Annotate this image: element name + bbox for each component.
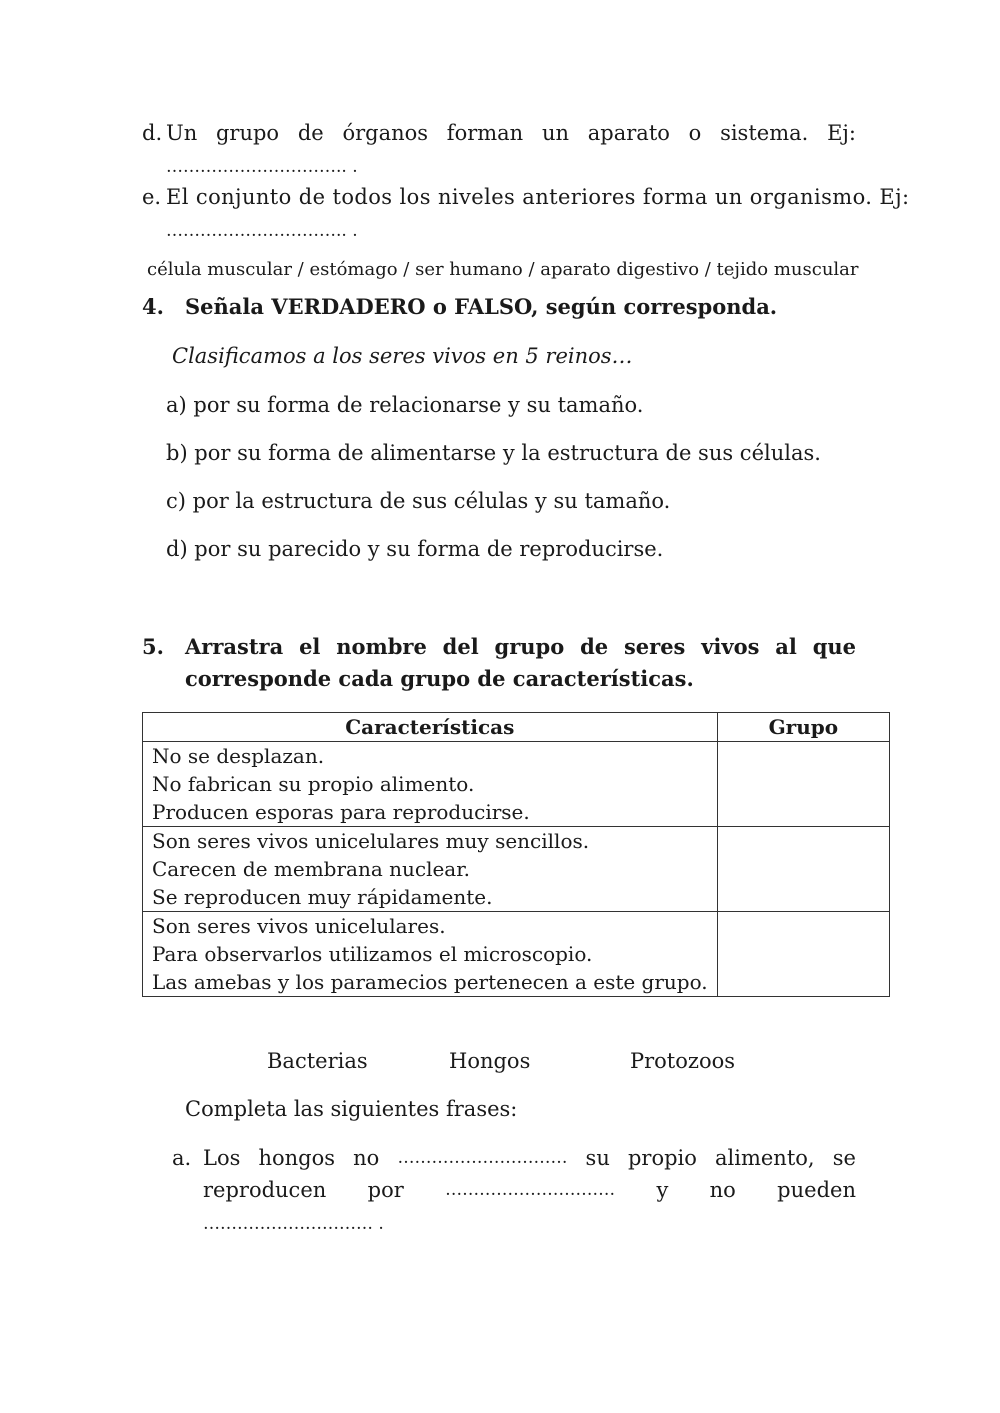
sentence-word: alimento,: [715, 1146, 815, 1170]
characteristics-table: [142, 712, 890, 997]
blank-field[interactable]: …………………………: [397, 1148, 568, 1168]
header-characteristics: Características: [143, 713, 718, 742]
option-b[interactable]: b) por su forma de alimentarse y la estructura de sus células.: [166, 441, 821, 465]
item-d-marker: d.: [142, 121, 163, 145]
item-d-word: de: [297, 121, 324, 145]
title-word: seres: [623, 634, 686, 659]
sentence-word: Los: [203, 1146, 241, 1170]
question-4-number: 4.: [142, 294, 164, 319]
word-bank: célula muscular / estómago / ser humano / aparato digestivo / tejido muscular: [147, 259, 859, 280]
table-row: [143, 827, 890, 912]
title-word: al: [775, 634, 797, 659]
item-d-word: forman: [446, 121, 524, 145]
item-e-text: El conjunto de todos los niveles anteriores forma un organismo. Ej:: [166, 185, 910, 209]
item-a-marker: a.: [172, 1146, 192, 1170]
item-d-text: [166, 119, 856, 147]
item-d-blank[interactable]: ………………………….. .: [166, 157, 358, 177]
sentence-word: no: [353, 1146, 380, 1170]
question-4-prompt: Clasificamos a los seres vivos en 5 reinos…: [172, 344, 633, 368]
question-5-number: 5.: [142, 634, 164, 659]
item-d-word: órganos: [342, 121, 429, 145]
characteristics-cell: [143, 912, 718, 997]
item-d-word: grupo: [215, 121, 280, 145]
sentence-word: propio: [627, 1146, 697, 1170]
sentence-word: reproducen: [203, 1178, 327, 1202]
sentence-word: no: [709, 1178, 736, 1202]
title-word: de: [580, 634, 609, 659]
draggable-word-protozoos[interactable]: Protozoos: [630, 1049, 736, 1073]
characteristic-line: Son seres vivos unicelulares muy sencillos.: [152, 829, 590, 853]
item-d-word: o: [688, 121, 702, 145]
title-word: vivos: [701, 634, 760, 659]
header-group: Grupo: [717, 713, 889, 742]
option-c[interactable]: c) por la estructura de sus células y su tamaño.: [166, 489, 671, 513]
sentence-word: pueden: [777, 1178, 856, 1202]
characteristic-line: No se desplazan.: [152, 744, 325, 768]
sentence-word: hongos: [258, 1146, 336, 1170]
item-e-blank[interactable]: ………………………….. .: [166, 221, 358, 241]
title-word: del: [442, 634, 479, 659]
group-drop-target[interactable]: [717, 912, 889, 997]
table-row: [143, 742, 890, 827]
draggable-word-bacterias[interactable]: Bacterias: [267, 1049, 368, 1073]
question-4-title: Señala VERDADERO o FALSO, según corresponda.: [185, 294, 778, 319]
title-word: el: [299, 634, 321, 659]
sentence-word: su: [585, 1146, 610, 1170]
characteristic-line: No fabrican su propio alimento.: [152, 772, 475, 796]
title-word: que: [812, 634, 856, 659]
item-a-line1: [203, 1144, 856, 1172]
item-d-word: Un: [166, 121, 198, 145]
title-word: Arrastra: [185, 634, 284, 659]
characteristic-line: Se reproducen muy rápidamente.: [152, 885, 493, 909]
title-word: grupo: [494, 634, 565, 659]
item-d-word: Ej:: [827, 121, 856, 145]
group-drop-target[interactable]: [717, 827, 889, 912]
option-a[interactable]: a) por su forma de relacionarse y su tamaño.: [166, 393, 644, 417]
characteristic-line: Producen esporas para reproducirse.: [152, 800, 530, 824]
characteristic-line: Las amebas y los paramecios pertenecen a este grupo.: [152, 970, 708, 994]
table-header-row: [143, 713, 890, 742]
characteristics-cell: [143, 742, 718, 827]
item-d-word: aparato: [587, 121, 670, 145]
question-5-title-line1: [185, 633, 856, 661]
sentence-word: por: [367, 1178, 404, 1202]
complete-instruction: Completa las siguientes frases:: [185, 1097, 518, 1121]
draggable-word-hongos[interactable]: Hongos: [449, 1049, 531, 1073]
blank-field[interactable]: …………………………: [445, 1180, 616, 1200]
option-d[interactable]: d) por su parecido y su forma de reproducirse.: [166, 537, 664, 561]
blank-field[interactable]: ………………………… .: [203, 1214, 384, 1234]
question-5-title-line2: corresponde cada grupo de características.: [185, 666, 694, 691]
characteristic-line: Carecen de membrana nuclear.: [152, 857, 470, 881]
sentence-word: y: [656, 1178, 669, 1202]
characteristic-line: Son seres vivos unicelulares.: [152, 914, 446, 938]
characteristic-line: Para observarlos utilizamos el microscopio.: [152, 942, 593, 966]
group-drop-target[interactable]: [717, 742, 889, 827]
table-row: [143, 912, 890, 997]
sentence-word: se: [832, 1146, 856, 1170]
item-e-marker: e.: [142, 185, 162, 209]
title-word: nombre: [336, 634, 427, 659]
item-d-word: sistema.: [720, 121, 809, 145]
characteristics-cell: [143, 827, 718, 912]
item-a-line2: [203, 1176, 856, 1204]
item-d-word: un: [541, 121, 570, 145]
